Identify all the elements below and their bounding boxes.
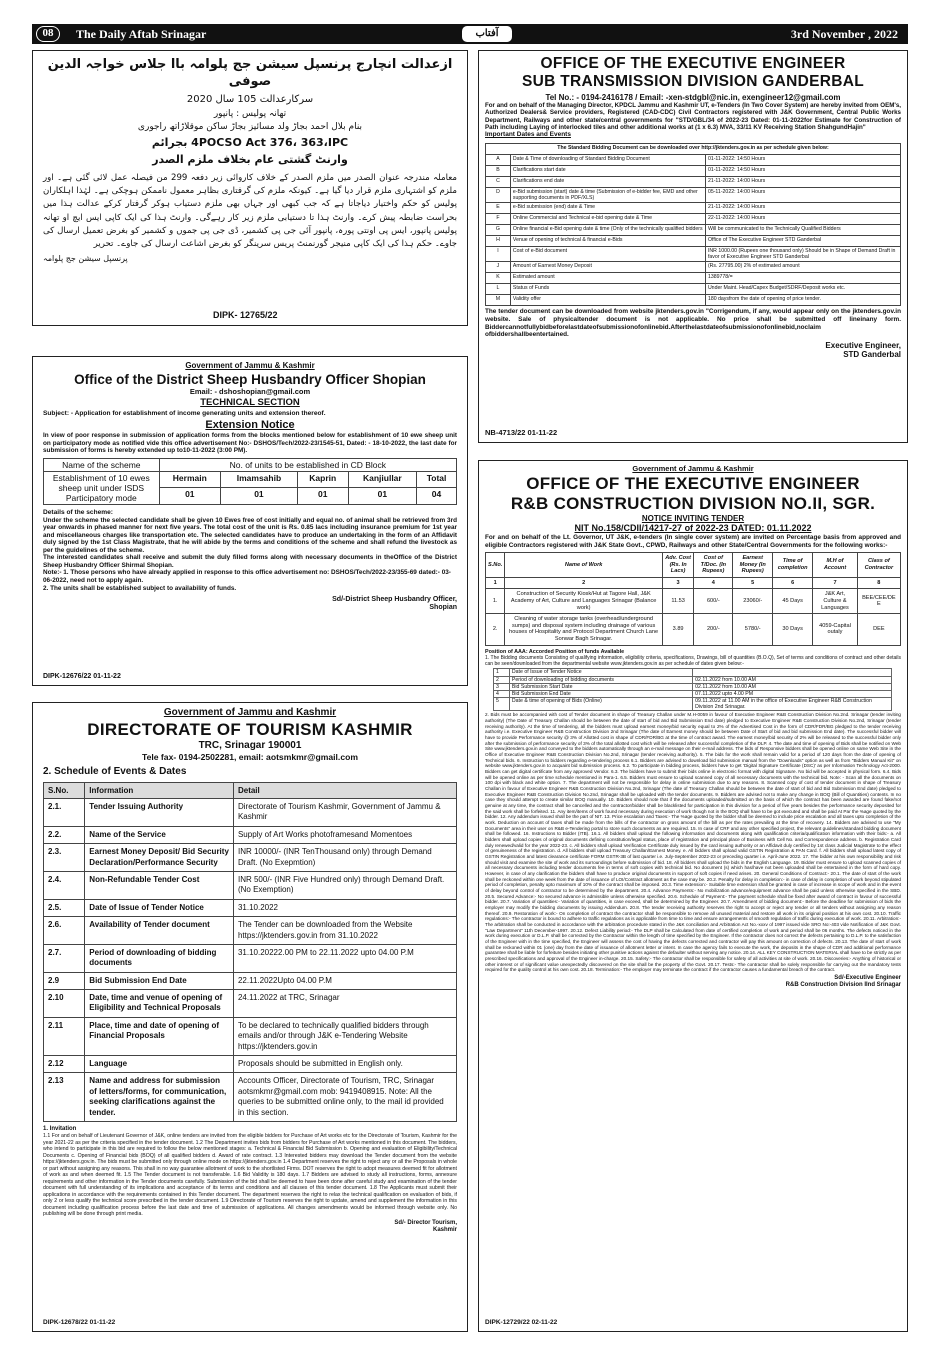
transmission-cell: Date & Time of downloading of Standard Bidding Document [510, 154, 705, 165]
rb-nit-no: NIT No.158/CDII/14217-27 of 2022-23 DATED: 01.11.2022 [574, 523, 812, 534]
schedule-cell: 2.3. [44, 844, 85, 872]
transmission-ref: NB-4713/22 01-11-22 [485, 428, 558, 438]
schedule-cell: Period of downloading of bidding documents [85, 944, 234, 972]
transmission-intro: For and on behalf of the Managing Director, KPDCL Jammu and Kashmir UT, e-Tenders (In Two Cover System) are hereby invited from OEM's, Authorized Dealers& Service providers, Registered (CAD-CDC) Civil Contractors registered with J&K Government, Central Public Works Department, Railways and other state/central governments for "STD/GBL/34 of 2022-23 Dated: 01-11-2022for Estimate for Construction of Path including Laying of interlocked tiles and other additional works at (1 x 6.3) MVA, 33/11 KV Receiving Station ShahgundHajin" [485, 102, 901, 131]
transmission-cell: 180 daysfrom the date of opening of price tender. [705, 295, 900, 306]
transmission-cell: H [486, 236, 511, 247]
schedule-cell: 2.9 [44, 972, 85, 989]
transmission-cell: G [486, 225, 511, 236]
transmission-cell: 01-11-2022: 14:50 Hours [705, 154, 900, 165]
sheep-section: TECHNICAL SECTION [200, 397, 300, 409]
transmission-cell: D [486, 187, 511, 202]
sheep-block: Hermain [159, 471, 220, 488]
tourism-invitation-head: 1. Invitation [43, 1126, 77, 1132]
works-cell: J&K Art, Culture & Languages [813, 589, 857, 614]
sheep-email: Email: - dshoshopian@gmail.com [189, 387, 311, 397]
tourism-notice [32, 702, 468, 1332]
rb-intro: For and on behalf of the Lt. Governor, UT J&K, e-tenders (In single cover system) are invited on Percentage basis from approved and eligible Contractors registered with J&K State Govt., CPWD, Railways and other State/Central Governments for the following works:- [485, 533, 901, 549]
schedule-cell: Proposals should be submitted in English only. [233, 1056, 456, 1073]
rb-date-cell: Date & time of opening of Bids (Online) [509, 697, 692, 710]
sheep-note1: Note:- 1. Those persons who have already applied in response to this office advertisement no: DSHOS/Tech/2022-23/355-69 dated:- 03-06-2022, need not to apply again. [43, 569, 451, 584]
schedule-cell: INR 500/- (INR Five Hundred only) through Demand Draft. (No Exemption) [233, 871, 456, 899]
transmission-cell: Venue of opening of technical & financial e-Bids [510, 236, 705, 247]
sheep-ref: DIPK-12676/22 01-11-22 [43, 672, 121, 680]
urdu-title: ازعدالت انچارج پرنسپل سیشن جج پلوامہ باا جلاس خواجہ الدین صوفی [47, 57, 453, 89]
schedule-cell: Place, time and date of opening of Financial Proposals [85, 1017, 234, 1055]
sheep-units: 01 [297, 488, 348, 505]
works-col-number: 1 [486, 577, 505, 589]
tourism-sign1: Sd/- Director Tourism, [394, 1219, 457, 1226]
transmission-table-head: The Standard Bidding Document can be downloaded over http://jktenders.gov.in as per schedule given below: [486, 143, 901, 154]
rb-date-row [494, 669, 892, 676]
transmission-cell: (Rs. 27795.00) 2% of estimated amount [705, 262, 900, 273]
tourism-schedule-table [43, 782, 457, 1122]
transmission-cell: Status of Funds [510, 284, 705, 295]
sheep-block: Kanjiullar [348, 471, 416, 488]
transmission-cell: e-Bid submission (end) date & Time [510, 203, 705, 214]
schedule-cell: Tender Issuing Authority [85, 799, 234, 827]
schedule-row [44, 972, 457, 989]
tourism-ref: DIPK-12678/22 01-11-22 [43, 1319, 116, 1327]
works-col-number: 3 [662, 577, 693, 589]
transmission-cell: e-Bid submission (start) date & time (Submission of e-bidder fee, EMD and other supporting documents in PDF/XLS) [510, 187, 705, 202]
schedule-cell: 31.10.20222.00 PM to 22.11.2022 upto 04.00 P.M [233, 944, 456, 972]
urdu-ref: DIPK- 12765/22 [213, 310, 278, 321]
schedule-cell: Language [85, 1056, 234, 1073]
transmission-row [486, 165, 901, 176]
transmission-row [486, 214, 901, 225]
works-cell: 1. [486, 589, 505, 614]
schedule-cell: 2.1. [44, 799, 85, 827]
schedule-cell: Name of the Service [85, 826, 234, 843]
works-cell: BEE/CEE/DE E [857, 589, 900, 614]
transmission-cell: Under Maint. Head/Capex Budget/SDRF/Deposit works etc. [705, 284, 900, 295]
schedule-row [44, 990, 457, 1018]
sheep-block: Kaprin [297, 471, 348, 488]
works-col-number: 5 [733, 577, 773, 589]
works-col-number: 2 [505, 577, 663, 589]
rb-date-cell: 3 [494, 683, 510, 690]
works-col-header: Class of Contractor [857, 553, 900, 578]
transmission-cell: Clarifications end date [510, 176, 705, 187]
schedule-cell: 2.2. [44, 826, 85, 843]
urdu-case: سرکارعدالت 105 سال 2020 [186, 93, 314, 105]
schedule-row [44, 871, 457, 899]
works-cell: 200/- [694, 614, 733, 645]
schedule-cell: 31.10.2022 [233, 899, 456, 916]
rb-date-cell: 09.11.2022 at 11.00 AM in the office of Executive Engineer R&B Construction Division 2nd Srinagar. [693, 697, 892, 710]
transmission-cell: M [486, 295, 511, 306]
sheep-col-units: No. of units to be established in CD Block [159, 458, 456, 471]
transmission-cell: F [486, 214, 511, 225]
works-col-number: 6 [773, 577, 813, 589]
transmission-cell: K [486, 273, 511, 284]
schedule-cell: Non-Refundable Tender Cost [85, 871, 234, 899]
transmission-sign1: Executive Engineer, [825, 340, 901, 350]
sheep-units: 04 [417, 488, 457, 505]
works-col-header: Time of completion [773, 553, 813, 578]
rb-date-cell: 5 [494, 697, 510, 710]
works-col-header: S.No. [486, 553, 505, 578]
sheep-units-table [43, 458, 457, 505]
works-cell: 5780/- [733, 614, 773, 645]
rb-date-row [494, 697, 892, 710]
transmission-row [486, 154, 901, 165]
schedule-cell: 24.11.2022 at TRC, Srinagar [233, 990, 456, 1018]
works-cell: 11.53 [662, 589, 693, 614]
sheep-block: Imamsahib [220, 471, 297, 488]
issue-date: 3rd November , 2022 [790, 27, 898, 41]
rb-date-row [494, 676, 892, 683]
transmission-cell: Cost of e-Bid document [510, 247, 705, 262]
schedule-row [44, 799, 457, 827]
sheep-sign1: Sd/-District Sheep Husbandry Officer, [332, 596, 457, 604]
transmission-cell: Online Commercial and Technical e-bid opening date & Time [510, 214, 705, 225]
transmission-notice [478, 50, 908, 443]
transmission-cell: B [486, 165, 511, 176]
tourism-invitation: 1.1 For and on behalf of Lieutenant Governor of J&K, online tenders are invited from the eligible bidders for Purchase of Art works etc for the Directorate of Tourism, Kashmir for the year 2021-22 as per the criteria specified in the tender document. 1.2 The Department invites bids from bidders for Purchase of Art works mentioned in this document. The bidders, who intend to participate in this bid are required to follow the below mentioned stages: a. Technical & Financial Bid Submission b. Opening and evaluation of Eligibility/Technical Documents c. Opening of Financial bids (BOQ) of all qualified bidders d. Award of rate contract. 1.3 Interested bidders may download the Tender document from the website https://jktenders.gov.in. The bids must be submitted only through online mode on https://jktenders.gov.in 1.4 Department reserves the right to reject any or all the Proposals in whole or part without assigning any reasons. This shall in no way guarantee allotment of work to the shortlisted Firms. DOT reserves the right to adopt measures deemed fit for allotment of work as and when deemed fit. 1.5 The Tender document is not transferable. 1.6 Bid Validity is 180 days. 1.7 Bidders are advised to study all instructions, forms, annexure requirements and other information in the Tender documents carefully. Submission of the bid shall be deemed to have been done after careful study and examination of the tender document with full understanding of its implications and acceptance of its terms and conditions and all clauses of this tender document. 1.8 The Applicants must submit their applications in accordance with the requirements contained in this Tender document. The department reserves the right to relax the technical qualification on evaluation of bids, if only 2 or less qualify the technical score prescribed in the tender document. 1.9 Directorate of Tourism reserves the right to update, amend and supplement the information in this document including qualification process before the last date and time of submission of applications. All changes amendments would be informed through website only. No publishing will be done through print media. [43, 1133, 457, 1218]
rb-notice [478, 460, 908, 1332]
schedule-cell: Accounts Officer, Directorate of Tourism, TRC, Srinagar aotsmkmr@gmail.com mob: 9419408915. Note: All the queries to be submitted online only, to the mail id provided in this section. [233, 1073, 456, 1122]
rb-nit-head: NOTICE INVITING TENDER [641, 513, 745, 523]
transmission-cell: Will be communicated to the Technically Qualified Bidders [705, 225, 900, 236]
rb-date-cell: Date of Issue of Tender Notice [509, 669, 692, 676]
transmission-row [486, 225, 901, 236]
works-col-number: 8 [857, 577, 900, 589]
schedule-cell: 2.4. [44, 871, 85, 899]
rb-date-cell [693, 669, 892, 676]
transmission-title1: OFFICE OF THE EXECUTIVE ENGINEER [540, 55, 846, 72]
sheep-note2: 2. The units shall be established subject to availability of funds. [43, 584, 237, 592]
schedule-cell: Supply of Art Works photoframesand Momentoes [233, 826, 456, 843]
transmission-cell: 21-11-2022: 14:00 Hours [705, 176, 900, 187]
works-row [486, 589, 901, 614]
transmission-cell: 21-11-2022: 14:00 Hours [705, 203, 900, 214]
transmission-cell: C [486, 176, 511, 187]
rb-position: Position of AAA: Accorded Position of funds Available [485, 648, 625, 655]
works-col-header: Adv. Cost (Rs. In Lacs) [662, 553, 693, 578]
rb-date-cell: 02.11.2022 from 10.00 AM [693, 683, 892, 690]
rb-gov: Government of Jammu & Kashmir [632, 464, 754, 473]
tourism-col: S.No. [44, 782, 85, 798]
sheep-details: Under the scheme the selected candidate shall be given 10 Ewes free of cost initially and equal no. of animal shall be retrieved from 3rd year onwards in phased manner for next five years. The total cost of the unit is Rs. 0.85 lacs including insurance premium for 1st year and miscellaneous charges like transportation etc. The selected candidates have to produce an undertaking in the form of an Affidavit duly signed by the 1st Class Magistrate, that he will abide by the terms and conditions of the scheme and shall refund the livestock as per the guidelines of the scheme. [43, 516, 457, 554]
transmission-cell: 1389778/= [705, 273, 900, 284]
rb-sign1: Sd/-Executive Engineer [834, 975, 901, 982]
urdu-court-notice [32, 50, 468, 326]
schedule-row [44, 1017, 457, 1055]
transmission-cell: J [486, 262, 511, 273]
tourism-tel: Tele fax- 0194-2502281, email: aotsmkmr@gmail.com [141, 751, 358, 762]
rb-para1: 1. The Bidding documents Consisting of qualifying information, eligibility criteria, specifications, Drawings, bill of quantities (B.O.Q), Set of terms and conditions of contract and other details can be seen/downloaded from the departmental website www.jktenders.gov.in as per schedule of dates given below:- [485, 654, 901, 668]
schedule-cell: Date of Issue of Tender Notice [85, 899, 234, 916]
works-cell: 600/- [694, 589, 733, 614]
transmission-cell: E [486, 203, 511, 214]
schedule-cell: 2.7. [44, 944, 85, 972]
urdu-sign: پرنسپل سیشن جج پلوامہ [43, 253, 128, 263]
schedule-cell: Bid Submission End Date [85, 972, 234, 989]
schedule-cell: 2.11 [44, 1017, 85, 1055]
works-col-header: Earnest Money (In Rupees) [733, 553, 773, 578]
transmission-cell: 01-11-2022: 14:50 Hours [705, 165, 900, 176]
schedule-cell: Availability of Tender document [85, 917, 234, 945]
schedule-row [44, 1056, 457, 1073]
newspaper-name: The Daily Aftab Srinagar [76, 27, 207, 41]
tourism-title: DIRECTORATE OF TOURISM KASHMIR [87, 719, 413, 739]
schedule-row [44, 899, 457, 916]
transmission-important: Important Dates and Events [485, 131, 571, 139]
works-col-header: Name of Work [505, 553, 663, 578]
rb-dates-table [493, 668, 892, 711]
works-row [486, 614, 901, 645]
works-col-header: M.H of Account [813, 553, 857, 578]
schedule-cell: Directorate of Tourism Kashmir, Government of Jammu & Kashmir [233, 799, 456, 827]
rb-date-row [494, 683, 892, 690]
transmission-cell: 05-11-2022: 14:00 Hours [705, 187, 900, 202]
tourism-col: Detail [233, 782, 456, 798]
schedule-row [44, 826, 457, 843]
works-cell: Construction of Security Kiosk/Hut at Tagore Hall, J&K Academy of Art, Culture and Languages Srinagar (Balance work) [505, 589, 663, 614]
schedule-cell: 2.10 [44, 990, 85, 1018]
schedule-cell: 2.6. [44, 917, 85, 945]
urdu-warrant: وارنٹ گشتی عام بخلاف ملزم الصدر [152, 152, 348, 166]
sheep-units: 01 [159, 488, 220, 505]
transmission-row [486, 203, 901, 214]
sheep-details-head: Details of the scheme: [43, 508, 113, 516]
works-col-number: 4 [694, 577, 733, 589]
tourism-col: Information [85, 782, 234, 798]
newspaper-logo: آفتاب [462, 26, 512, 42]
urdu-sections: 4POCSO Act 376، 363،IPC بجرائم [151, 135, 349, 149]
page-number: 08 [36, 26, 60, 42]
transmission-cell: 22-11-2022: 14:00 Hours [705, 214, 900, 225]
schedule-cell: Name and address for submission of letters/forms, for communication, seeking clarifications against the tender. [85, 1073, 234, 1122]
tourism-sign2: Kashmir [432, 1226, 457, 1233]
masthead [32, 24, 908, 44]
transmission-cell: A [486, 154, 511, 165]
transmission-cell: INR 1000.00 (Rupees one thousand only) Should be in Shape of Demand Draft in favor of Executive Engineer STD Ganderbal [705, 247, 900, 262]
tourism-gov: Government of Jammu and Kashmir [163, 707, 337, 718]
sheep-details2: The interested candidates shall receive and submit the duly filled forms along with necessary documents in theOffice of the District Sheep Husbandry Officer Shirmal Shopian. [43, 554, 457, 569]
transmission-row [486, 273, 901, 284]
works-cell: 23060/- [733, 589, 773, 614]
rb-works-table [485, 552, 901, 646]
transmission-cell: Office of The Executive Engineer STD Ganderbal [705, 236, 900, 247]
transmission-row [486, 247, 901, 262]
urdu-police-station: تھانہ پولیس : پانپور [213, 108, 287, 119]
rb-ref: DIPK-12729/22 02-11-22 [485, 1319, 558, 1327]
works-cell: 30 Days [773, 614, 813, 645]
schedule-cell: INR 10000/- (INR TenThousand only) through Demand Draft. (No Exepmtion) [233, 844, 456, 872]
transmission-cell: Online financial e-Bid opening date & time (Only of the technically qualified bidders [510, 225, 705, 236]
urdu-body: معاملہ مندرجہ عنوان الصدر میں ملزم الصدر کے خلاف کاروائی زیر دفعہ 299 من فیصلہ عمل لائی گئی ہے۔ اور ملزم کو اشتہاری ملزم قرار دیا گیا ہے۔ کیونکہ ملزم کی گرفتاری بظاہر معمول ناممکن ہوچکی ہے۔ لہٰذا اہلکاران پولیس کو حکم واختیار دیاجاتا ہے کہ جب کبھی اور جہاں بھی ملزم دستیاب ہوکر گرفتار کرکے عدالت ہذا میں بحراست ضابطہ پیش کرے۔ وارنٹ ہذا تا دستیابی ملزم زیر کار رہےگی۔ وارنٹ ہذا کی ایک کاپی ایس ایچ او تھانہ پولیس پانپور، ایس پی اونتی پورہ، پانپور آئی جی پی کشمیر، ڈی جی پی جموں و کشمیر کو بغرض تعمیل ارسال کی جاوے۔ حکم ہذا کی ایک کاپی منیجر گورنمنٹ پریس سرینگر کو بغرض اشاعت ارسال کی جاوے۔ تحریر [43, 172, 457, 250]
rb-date-cell: Bid Submission Start Date [509, 683, 692, 690]
works-cell: Cleaning of water storage tanks (overhead/underground sumps) and disposal system including drainage of various houses of Hospitality and Protocol Department Church Lane Sonwar Bagh Srinagar. [505, 614, 663, 645]
sheep-subject: Subject: - Application for establishment of income generating units and extension thereof. [43, 410, 326, 418]
sheep-sign2: Shopian [429, 604, 457, 612]
rb-terms: 2. Bids must be accompanied with cost of Tender document in shape of Treasury Challan under M.H-0059 in favour of Executive Engineer R&B Construction Division No.2nd. Srinagar (tender inviting authority) (The Date of Treasury Challan should be between the date of start of bid and Bid Submission End date) pledged to Executive Engineer R&B Construction Division No.2nd, Srinagar (tender receiving authority). At the time of tendering, all the bidders must upload earnest money/bid security equal to 2% of the Advertised Cost in the form of CDR/FDR/BG pledged to the tender receiving authority i.e. Executive Engineer R&B Construction Division 2nd Srinagar (The date of Earnest money should be between Date of Start of bid and bid submission End date). The successful bidder will have to provide Performance security @ 3% of Allotted cost in shape of CDR/FDR/BG at the time of contract award. The earnest money/bid security of 2% will be released to the successful bidder only after the submission of performance security of 3% of the total allotted cost which will be released after successful completion of the DLP. 4. The date and time of opening of Bids shall be notified on Web Site www.jktenders.gov.in and conveyed to the bidders automatically through an e-mail message on their e-mail address. The bids of Responsive bidders shall be opened online on same Web Site in the Office of Executive Engineer R&B Construction Division No.2nd, Srinagar (tender receiving authority). 5. The bids for the work shall remain valid for a period of 120 days from the date of opening of Technical bids. 6. Instruction to bidders regarding e-tendering process 6.1. Bidders are advised to download bid submission manual from the "Downloads" option as well as from "Bidders Manual Kit" on website www.jktenders.gov.in to acquaint bid submission process. 6.2. To participate in bidding process, bidders have to get 'Digital Signature Certificate (DSC)' as per Information Technology Act-2000. Bidders can get digital certificate from any approved Vendor. 6.3. The bidders have to submit their bids online in electronic format with digital Signature. No bid will be accepted in physical form. 6.4. Bids will be opened online as per time schedule mentioned in Para-1. 6.5. Bidders must ensure to upload scanned copy of all necessary documents with the technical bid. Note: - Scan all the documents on 100 dpi with black and white option. 7. The department will not be responsible for delay in online submission due to any reasons. 8. Scanned copy of cost of tender document in shape of Treasury Challan in favour of Executive Engineer R&B Construction Division No.2nd, Srinagar (The date of Treasury Challan should be between the date of start of bid and Bid Submission End date) pledged to Executive Engineer R&B Construction Division No.2nd, Srinagar shall be uploaded with the tender documents. 9. Bidders are advised not to make any change in BOQ (Bill of Quantities) contents. In no case they should attempt to create similar BOQ manually. 10. Bidders should note that if the documents uploaded/submitted on the basis of which the contract has been awarded are found fake/not genuine at any time, the contract shall be cancelled and the contractor/bidder shall be blacklisted for participation in this division for a period of five years besides the performance security deposited for the said work shall be forfeited. 11. Any item/items of work found necessary during execution of work though not in the BOQ shall have to be got executed and shall be paid At Par the %age quoted by the bidder. 12. Any addendum issued shall be the part of NIT. 13. Price escalation and Taxes:- The %age quoted by the bidder shall be deemed to include price escalation and all taxes upto completion of the work. Deduction on account of taxes shall be made from the bills of the contractor on gross amount of the bill as per the rates prevailing at the time of recovery. 14. Bidders are advised to use "My Documents" area in their user on R&B e-Tendering portal to store such documents as are required. 15. In case of CRF and any other specified project, the relevant guidelines/standard bidding document shall be followed. 16. Instructions to Bidder (ITB). 16.1. All bidders shall upload the following information and documents along with qualification criteria/qualification information with their bids:- a. All bidders shall upload copies of original documents defining constitution/legal status, place of registration and principal place of Business with Cell No. and Correspondence address. b. Registration Card duly renewed/valid for the year 2022-23. c. All bidders shall upload Verification Certificate duly issued by the card issuing authority or an Affidavit duly certified by 1st class Judicial Magistrate to the effect of genuineness of the registration. d. All bidders shall upload Treasury Challan/Earnest Money. e. All bidders shall upload valid GSTIN Registration & PAN Card. f. All bidders shall upload latest copy of GSTIN Registration and latest clearance certificate FORM GSTR-3B of last quarter i.e. July-September 2022-23 or preceding quarter i.e. April-June 2022. 17. The bidder at his own responsibility and risk should visit and examine the site of work and its surroundings before submission of bid. 18. All bidders shall upload the bids in the English Language. 19. Bidder must ensure to upload scanned copies of all necessary documents including tender documents fee in terms of soft copies with technical bid. No document (s) which has/have not been uploaded shall be entertained in the form of hard copy. However, in case of any clarification the bidders shall have to produce original documents in support of soft copies if need arises. 20. General Conditions of Contract:- 20.1. The date of start of the work shall be reckoned within one week from the date of issuance of LOI/Contract allotment as the case may be. 20.2. Penalty for delay in completion:- in case of delay in completion of work beyond stipulated period of completion, penalty upto maximum of 10% of the contract shall be imposed. 20.3. Time extension:- Suitable time extension shall be granted in case of increase in scope of work and in the event of delay beyond control of contractor to be determined by the department. 20.4. Advance Payments:- No mobilization advance/equipment advance shall be paid unless otherwise specified in the SBD. 20.5. Secured Advance:- No secured advance is admissible unless otherwise specified. 20.6. Schedule of Payment:- The payment schedule shall be fixed after award of contract in favour of successful bidder. 20.7. Variation of quantities:- Variation of quantities, in case exceed, shall be determined by the Engineer. 20.7. Amendment of bidding document:- Before the deadline for submission of bids the employer may modify the bidding documents by issuing Addendum. 20.8. The tender receiving authority reserves the right to accept or reject any tender or all tenders without assigning any reason thereof. 20.9. Restoration of work:- On completion of contract the contractor shall be responsible to remove all unused material and restore all work in its original position at his own cost. 20.10. Traffic regulations:- The contractor is bound to adhere to traffic regulations as is applicable from time to time and ensure arrangements of smooth regulation of traffic during execution of work. 20.11. Arbitration:- The arbitration shall be conducted in accordance with the arbitration procedure stated in the J&K conciliation and Arbitration Act No.-xxxv of 1997 issued vide SRO No:-403 vide Notification of J&K Govt. "Law Department" 11th December-1997. 20.12. Defect Liability period:- The DLP shall be Calculated from date of certified completion of work and period shall be 06 months. The defects noticed in the work during execution or D.L.P. shall be corrected by the Contractor within the length of time specified by the Engineer. If the contractor does not correct the defects pertaining to D.L.P. to the satisfaction of the Engineer with in the time specified, the Engineer will assess the cost of having the defects corrected and contractor will pay this amount on correction of defects. 20.13. The date of start of work shall be reckoned within 01 (one) day from the date of issuance of allotment letter or intent. In case the agency fails to execute the work, the deposits in the shape of CDR and additional performance guarantee shall be liable for forfeiture besides initiating other punitive actions against the defaulter without serving any notice. 20.14. ALL KEY CONSTRUCTION MATERIAL shall have to be strictly as per prescribed specifications and approval of the Engineer in-charge. 20.15. Safety:- The contractor shall be responsible for safety of all activities at site of work. 20.16. Discoveries:- Anything of historical or other interest or of significant value unexpectedly discovered on the site shall be the property of the Govt. 20.17. Tests:- The contractor shall be solely responsible for carrying out the mandatory tests required for the quality control at his own cost. 20.18. Termination:- The employer may terminate the contract if the contractor causes a fundamental breach of the contract. [485, 712, 901, 973]
transmission-cell: I [486, 247, 511, 262]
works-col-number: 7 [813, 577, 857, 589]
transmission-title2: SUB TRANSMISSION DIVISION GANDERBAL [521, 73, 865, 91]
transmission-cell: L [486, 284, 511, 295]
schedule-cell: The Tender can be downloaded from the Website https://jktenders.gov.in from 31.10.2022 [233, 917, 456, 945]
transmission-row [486, 236, 901, 247]
transmission-row [486, 176, 901, 187]
rb-date-cell: 4 [494, 690, 510, 697]
schedule-cell: Date, time and venue of opening of Eligibility and Technical Proposals [85, 990, 234, 1018]
schedule-cell: 2.13 [44, 1073, 85, 1122]
works-cell: 45 Days [773, 589, 813, 614]
sheep-office: Office of the District Sheep Husbandry Officer Shopian [74, 372, 426, 388]
rb-date-cell: 2 [494, 676, 510, 683]
transmission-footer: The tender document can be downloaded from website jktenders.gov.in "Corrigendum, if any, would appear only on the jktenders.gov.in website. Sale of physicaltender document is not applicable. No price shall be submitted off lineinany form. Biddercannotfullybidbeforelastdateofsubmissionofonlinebid.Afterthelastdateofsubmissionofonlinebid,noclaim ofbiddershallbeentertained. [485, 308, 901, 339]
sheep-intro: In view of poor response in submission of application forms from the blocks mentioned below for establishment of 10 ewe sheep unit on participatory mode as notified vide this office advertisement No:- DSHOS/Tech/2022-23/1545-51, Dated: - 18-10-2022, the last date for submission of forms is hereby extended up to10-11-2022 (3:00 PM). [43, 432, 457, 455]
rb-date-cell: 1 [494, 669, 510, 676]
sheep-husbandry-notice [32, 356, 468, 686]
schedule-row [44, 1073, 457, 1122]
transmission-cell: Clarifications start date [510, 165, 705, 176]
schedule-cell: To be declared to technically qualified bidders through emails and/or through J&K e-Tendering Website https://jktenders.gov.in [233, 1017, 456, 1055]
rb-title1: OFFICE OF THE EXECUTIVE ENGINEER [526, 473, 860, 493]
rb-title2: R&B CONSTRUCTION DIVISION NO.II, SGR. [510, 493, 876, 513]
transmission-row [486, 187, 901, 202]
sheep-units: 01 [348, 488, 416, 505]
works-cell: 4059-Capital outaly [813, 614, 857, 645]
rb-date-cell: Bid Submission End Date [509, 690, 692, 697]
sheep-col-scheme: Name of the scheme [44, 458, 160, 471]
sheep-gov: Government of Jammu & Kashmir [185, 361, 315, 370]
schedule-cell: 2.5. [44, 899, 85, 916]
rb-date-row [494, 690, 892, 697]
tourism-schedule-title: 2. Schedule of Events & Dates [43, 765, 187, 777]
schedule-cell: Earnest Money Deposit/ Bid Security Declaration/Performance Security [85, 844, 234, 872]
transmission-cell: Validity offer [510, 295, 705, 306]
rb-date-cell: 07.11.2022 upto 4.00 PM [693, 690, 892, 697]
sheep-scheme-name: Establishment of 10 ewes sheep unit under ISDS Participatory mode [44, 471, 160, 504]
works-cell: 3.89 [662, 614, 693, 645]
transmission-contact: Tel No.: - 0194-2416178 / Email: -xen-stdgbl@nic.in, exengineer12@gmail.com [545, 92, 841, 102]
transmission-row [486, 284, 901, 295]
sheep-block: Total [417, 471, 457, 488]
works-cell: 2. [486, 614, 505, 645]
works-col-header: Cost of T/Doc. (In Rupees) [694, 553, 733, 578]
urdu-accused: بنام بلال احمد بجاڑ ولد مسائیز بجاڑ ساکن موقلاڑاتھ راجوری [137, 122, 363, 133]
rb-date-cell: 02.11.2022 from 10.00 AM [693, 676, 892, 683]
schedule-cell: 2.12 [44, 1056, 85, 1073]
rb-date-cell: Period of downloading of bidding documents [509, 676, 692, 683]
sheep-units: 01 [220, 488, 297, 505]
transmission-dates-table [485, 143, 901, 307]
works-cell: DEE [857, 614, 900, 645]
transmission-cell: Amount of Earnest Money Deposit [510, 262, 705, 273]
schedule-cell: 22.11.2022Upto 04.00 P.M [233, 972, 456, 989]
transmission-cell: Estimated amount [510, 273, 705, 284]
schedule-row [44, 917, 457, 945]
transmission-row [486, 295, 901, 306]
schedule-row [44, 844, 457, 872]
rb-sign2: R&B Construction Division IInd Srinagar [785, 982, 901, 989]
tourism-addr: TRC, Srinagar 190001 [198, 739, 302, 751]
sheep-notice-title: Extension Notice [205, 419, 295, 432]
transmission-sign2: STD Ganderbal [843, 350, 901, 360]
schedule-row [44, 944, 457, 972]
transmission-row [486, 262, 901, 273]
